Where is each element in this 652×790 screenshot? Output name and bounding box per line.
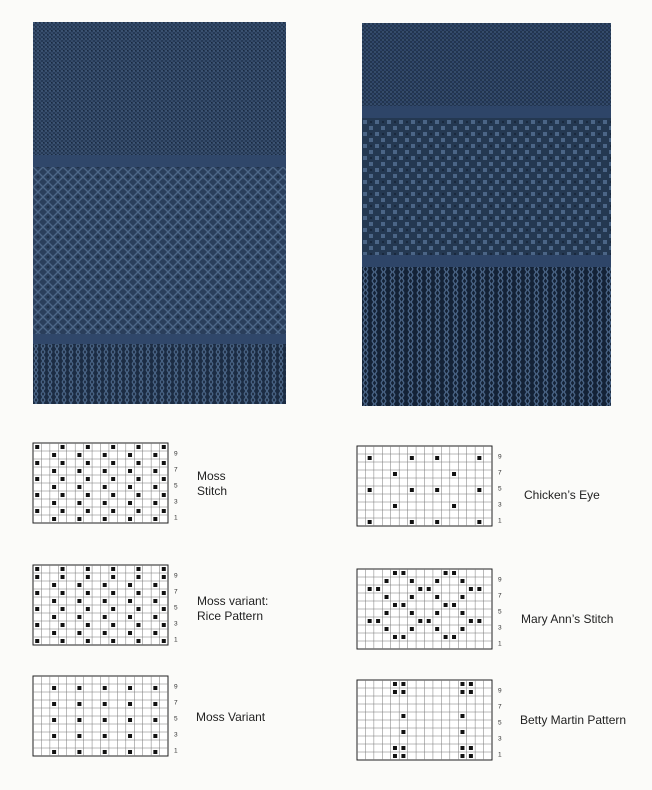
purl-stitch-mark [410,456,414,460]
row-number: 1 [498,640,502,648]
purl-stitch-mark [153,469,157,473]
purl-stitch-mark [86,607,90,611]
purl-stitch-mark [35,607,39,611]
purl-stitch-mark [393,682,397,686]
purl-stitch-mark [103,750,107,754]
purl-stitch-mark [128,702,132,706]
purl-stitch-mark [444,603,448,607]
label-chickens-eye [524,488,600,503]
purl-stitch-mark [401,682,405,686]
purl-stitch-mark [477,587,481,591]
row-number: 1 [498,751,502,759]
purl-stitch-mark [444,635,448,639]
purl-stitch-mark [86,445,90,449]
row-number: 9 [498,687,502,695]
purl-stitch-mark [86,493,90,497]
purl-stitch-mark [153,501,157,505]
row-number: 1 [174,636,178,644]
swatch-right-image [362,23,611,406]
row-number: 7 [498,469,502,477]
label-line: Chicken’s Eye [524,488,600,502]
purl-stitch-mark [111,591,115,595]
purl-stitch-mark [153,453,157,457]
purl-stitch-mark [401,746,405,750]
chart-grid [33,676,183,756]
purl-stitch-mark [401,730,405,734]
purl-stitch-mark [86,623,90,627]
chart-rice-pattern [33,565,183,645]
row-number: 3 [498,735,502,743]
purl-stitch-mark [385,627,389,631]
chart-grid [357,446,507,526]
purl-stitch-mark [111,493,115,497]
purl-stitch-mark [162,509,166,513]
purl-stitch-mark [401,571,405,575]
purl-stitch-mark [52,583,56,587]
purl-stitch-mark [35,477,39,481]
purl-stitch-mark [86,477,90,481]
purl-stitch-mark [385,595,389,599]
purl-stitch-mark [77,599,81,603]
purl-stitch-mark [86,509,90,513]
chart-moss-variant [33,676,183,756]
purl-stitch-mark [460,754,464,758]
row-number: 3 [498,624,502,632]
purl-stitch-mark [77,517,81,521]
purl-stitch-mark [469,682,473,686]
label-line: Stitch [197,484,228,498]
purl-stitch-mark [435,595,439,599]
purl-stitch-mark [153,631,157,635]
purl-stitch-mark [136,575,140,579]
purl-stitch-mark [52,469,56,473]
purl-stitch-mark [103,453,107,457]
purl-stitch-mark [460,611,464,615]
purl-stitch-mark [393,746,397,750]
purl-stitch-mark [136,509,140,513]
label-moss-stitch [197,469,227,499]
row-number: 9 [498,576,502,584]
row-number: 9 [174,572,178,580]
purl-stitch-mark [136,493,140,497]
purl-stitch-mark [111,461,115,465]
purl-stitch-mark [435,520,439,524]
purl-stitch-mark [103,583,107,587]
purl-stitch-mark [393,603,397,607]
purl-stitch-mark [77,631,81,635]
purl-stitch-mark [162,445,166,449]
purl-stitch-mark [128,734,132,738]
row-number: 1 [498,517,502,525]
purl-stitch-mark [368,619,372,623]
purl-stitch-mark [460,595,464,599]
purl-stitch-mark [418,619,422,623]
purl-stitch-mark [77,686,81,690]
purl-stitch-mark [128,453,132,457]
label-line: Rice Pattern [197,609,264,623]
label-moss-variant [196,710,265,725]
purl-stitch-mark [35,445,39,449]
row-number: 7 [498,592,502,600]
purl-stitch-mark [128,501,132,505]
chart-chickens-eye [357,446,507,526]
purl-stitch-mark [460,627,464,631]
chart-grid [33,443,183,523]
chart-grid [357,680,507,760]
purl-stitch-mark [477,456,481,460]
purl-stitch-mark [52,750,56,754]
row-number: 5 [174,715,178,723]
purl-stitch-mark [61,591,65,595]
purl-stitch-mark [452,504,456,508]
purl-stitch-mark [469,746,473,750]
purl-stitch-mark [86,461,90,465]
purl-stitch-mark [77,583,81,587]
purl-stitch-mark [61,477,65,481]
purl-stitch-mark [153,485,157,489]
purl-stitch-mark [153,702,157,706]
purl-stitch-mark [460,579,464,583]
row-number: 7 [174,588,178,596]
purl-stitch-mark [153,583,157,587]
purl-stitch-mark [444,571,448,575]
purl-stitch-mark [35,591,39,595]
purl-stitch-mark [61,639,65,643]
purl-stitch-mark [128,469,132,473]
purl-stitch-mark [52,599,56,603]
purl-stitch-mark [103,734,107,738]
row-number: 9 [498,453,502,461]
purl-stitch-mark [460,746,464,750]
purl-stitch-mark [153,750,157,754]
row-number: 7 [498,703,502,711]
purl-stitch-mark [61,493,65,497]
purl-stitch-mark [77,501,81,505]
purl-stitch-mark [162,575,166,579]
purl-stitch-mark [35,639,39,643]
row-number: 5 [498,485,502,493]
purl-stitch-mark [393,635,397,639]
purl-stitch-mark [35,575,39,579]
purl-stitch-mark [435,627,439,631]
purl-stitch-mark [111,639,115,643]
purl-stitch-mark [128,615,132,619]
purl-stitch-mark [52,615,56,619]
purl-stitch-mark [393,472,397,476]
purl-stitch-mark [452,603,456,607]
purl-stitch-mark [111,567,115,571]
purl-stitch-mark [77,469,81,473]
purl-stitch-mark [153,615,157,619]
purl-stitch-mark [477,520,481,524]
purl-stitch-mark [401,635,405,639]
purl-stitch-mark [86,575,90,579]
row-number: 9 [174,683,178,691]
purl-stitch-mark [128,718,132,722]
row-number: 3 [174,498,178,506]
purl-stitch-mark [35,623,39,627]
row-number: 5 [174,604,178,612]
purl-stitch-mark [162,477,166,481]
purl-stitch-mark [136,607,140,611]
purl-stitch-mark [61,567,65,571]
purl-stitch-mark [77,485,81,489]
purl-stitch-mark [128,517,132,521]
swatch-photo-right [362,23,611,406]
purl-stitch-mark [52,453,56,457]
purl-stitch-mark [52,734,56,738]
purl-stitch-mark [103,631,107,635]
purl-stitch-mark [410,611,414,615]
purl-stitch-mark [401,690,405,694]
chart-grid [33,565,183,645]
purl-stitch-mark [136,639,140,643]
label-line: Moss variant: [197,594,269,608]
purl-stitch-mark [418,587,422,591]
row-number: 7 [174,466,178,474]
purl-stitch-mark [103,686,107,690]
purl-stitch-mark [435,579,439,583]
swatch-left-image [33,22,286,404]
purl-stitch-mark [61,445,65,449]
purl-stitch-mark [52,718,56,722]
purl-stitch-mark [35,509,39,513]
purl-stitch-mark [162,623,166,627]
purl-stitch-mark [452,635,456,639]
purl-stitch-mark [52,517,56,521]
purl-stitch-mark [427,587,431,591]
purl-stitch-mark [460,714,464,718]
label-line: Betty Martin Pattern [520,713,627,727]
purl-stitch-mark [153,599,157,603]
purl-stitch-mark [393,571,397,575]
purl-stitch-mark [162,607,166,611]
purl-stitch-mark [469,587,473,591]
purl-stitch-mark [460,730,464,734]
purl-stitch-mark [385,611,389,615]
purl-stitch-mark [128,583,132,587]
purl-stitch-mark [35,493,39,497]
purl-stitch-mark [401,603,405,607]
purl-stitch-mark [393,690,397,694]
purl-stitch-mark [469,690,473,694]
purl-stitch-mark [61,607,65,611]
purl-stitch-mark [136,445,140,449]
purl-stitch-mark [52,631,56,635]
purl-stitch-mark [452,472,456,476]
purl-stitch-mark [103,615,107,619]
purl-stitch-mark [61,623,65,627]
purl-stitch-mark [77,453,81,457]
purl-stitch-mark [61,509,65,513]
label-mary-anns-stitch [521,612,613,627]
purl-stitch-mark [86,591,90,595]
purl-stitch-mark [410,488,414,492]
purl-stitch-mark [128,686,132,690]
purl-stitch-mark [128,750,132,754]
purl-stitch-mark [393,754,397,758]
purl-stitch-mark [410,579,414,583]
purl-stitch-mark [111,509,115,513]
chart-betty-martin [357,680,507,760]
row-number: 3 [174,731,178,739]
label-betty-martin [520,713,626,728]
chart-mary-anns-stitch [357,569,507,649]
purl-stitch-mark [162,461,166,465]
purl-stitch-mark [410,595,414,599]
purl-stitch-mark [477,619,481,623]
row-number: 1 [174,747,178,755]
row-number: 1 [174,514,178,522]
row-number: 9 [174,450,178,458]
purl-stitch-mark [61,575,65,579]
purl-stitch-mark [460,690,464,694]
swatch-photo-left [33,22,286,404]
purl-stitch-mark [103,485,107,489]
purl-stitch-mark [128,631,132,635]
purl-stitch-mark [111,477,115,481]
purl-stitch-mark [368,488,372,492]
purl-stitch-mark [435,488,439,492]
purl-stitch-mark [469,619,473,623]
label-rice-pattern [197,594,268,624]
purl-stitch-mark [385,579,389,583]
purl-stitch-mark [368,520,372,524]
purl-stitch-mark [401,754,405,758]
purl-stitch-mark [103,599,107,603]
purl-stitch-mark [376,587,380,591]
purl-stitch-mark [86,567,90,571]
label-line: Moss [197,469,226,483]
purl-stitch-mark [162,493,166,497]
purl-stitch-mark [103,702,107,706]
purl-stitch-mark [410,520,414,524]
purl-stitch-mark [111,607,115,611]
purl-stitch-mark [111,575,115,579]
purl-stitch-mark [435,456,439,460]
purl-stitch-mark [103,718,107,722]
purl-stitch-mark [376,619,380,623]
purl-stitch-mark [460,682,464,686]
chart-moss-stitch [33,443,183,523]
purl-stitch-mark [77,615,81,619]
row-number: 5 [498,719,502,727]
purl-stitch-mark [111,623,115,627]
purl-stitch-mark [368,587,372,591]
purl-stitch-mark [136,567,140,571]
purl-stitch-mark [153,734,157,738]
purl-stitch-mark [153,718,157,722]
purl-stitch-mark [103,517,107,521]
purl-stitch-mark [368,456,372,460]
purl-stitch-mark [35,461,39,465]
purl-stitch-mark [52,686,56,690]
purl-stitch-mark [410,627,414,631]
purl-stitch-mark [435,611,439,615]
row-number: 3 [498,501,502,509]
chart-grid [357,569,507,649]
purl-stitch-mark [77,734,81,738]
purl-stitch-mark [153,517,157,521]
purl-stitch-mark [77,718,81,722]
purl-stitch-mark [86,639,90,643]
purl-stitch-mark [162,567,166,571]
purl-stitch-mark [77,750,81,754]
purl-stitch-mark [136,477,140,481]
purl-stitch-mark [469,754,473,758]
purl-stitch-mark [477,488,481,492]
purl-stitch-mark [153,686,157,690]
purl-stitch-mark [111,445,115,449]
purl-stitch-mark [77,702,81,706]
purl-stitch-mark [162,639,166,643]
row-number: 3 [174,620,178,628]
purl-stitch-mark [35,567,39,571]
purl-stitch-mark [61,461,65,465]
purl-stitch-mark [52,702,56,706]
purl-stitch-mark [401,714,405,718]
purl-stitch-mark [128,485,132,489]
purl-stitch-mark [136,623,140,627]
label-line: Moss Variant [196,710,266,724]
purl-stitch-mark [52,485,56,489]
purl-stitch-mark [103,501,107,505]
purl-stitch-mark [128,599,132,603]
purl-stitch-mark [103,469,107,473]
row-number: 5 [498,608,502,616]
label-line: Mary Ann’s Stitch [521,612,614,626]
row-number: 7 [174,699,178,707]
purl-stitch-mark [136,591,140,595]
row-number: 5 [174,482,178,490]
purl-stitch-mark [162,591,166,595]
purl-stitch-mark [452,571,456,575]
purl-stitch-mark [136,461,140,465]
purl-stitch-mark [52,501,56,505]
purl-stitch-mark [427,619,431,623]
purl-stitch-mark [393,504,397,508]
